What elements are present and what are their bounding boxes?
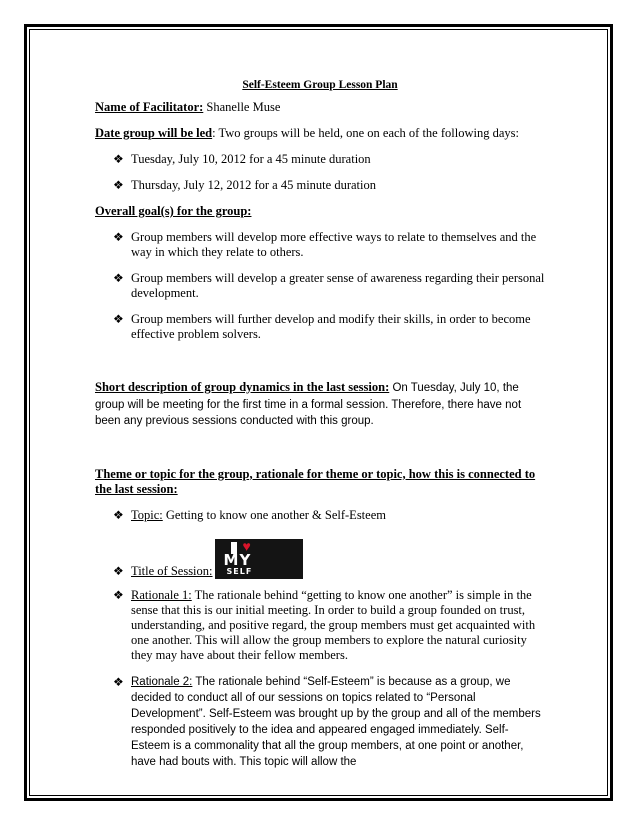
- list-item: [95, 539, 545, 579]
- rationale2-label: Rationale 2:: [131, 675, 193, 688]
- theme-list: [95, 508, 545, 770]
- dynamics-text: On Tuesday, July 10, the group will be meeting for the first time in a formal session. Therefore, there have not been any previous sessions conducted with this group.: [95, 382, 522, 427]
- list-item: [95, 588, 545, 663]
- date-text: : Two groups will be held, one on each of the following days:: [212, 126, 519, 140]
- spacer: [95, 353, 545, 379]
- date-line: [95, 126, 545, 141]
- diamond-bullet-icon: ❖: [113, 178, 124, 192]
- diamond-bullet-icon: ❖: [113, 271, 124, 285]
- rationale1-text: The rationale behind “getting to know one another” is simple in the sense that this is our initial meeting. In order to build a group founded on trust, understanding, and positive regard, the group members must get acquainted with one another. This will allow the group members to explore the natural curiosity they may have about their fellow members.: [131, 587, 536, 662]
- diamond-bullet-icon: ❖: [113, 674, 124, 689]
- session-title-label: Title of Session:: [131, 563, 213, 578]
- topic-text: Getting to know one another & Self-Esteem: [162, 507, 386, 522]
- list-item: ❖ Group members will further develop and modify their skills, in order to become effective problem solvers.: [113, 312, 531, 341]
- theme-heading: Theme or topic for the group, rationale for theme or topic, how this is connected to the last session:: [95, 466, 536, 496]
- diamond-bullet-icon: ❖: [113, 507, 124, 522]
- date-list: [95, 152, 545, 193]
- dynamics-label: Short description of group dynamics in the last session:: [95, 380, 390, 394]
- list-item: [95, 674, 545, 770]
- list-item: ❖ Tuesday, July 10, 2012 for a 45 minute duration: [113, 152, 371, 166]
- rationale1-label: Rationale 1:: [131, 587, 192, 602]
- facilitator-value: Shanelle Muse: [206, 100, 281, 114]
- list-item: ❖ Thursday, July 12, 2012 for a 45 minute duration: [113, 178, 376, 192]
- diamond-bullet-icon: ❖: [113, 152, 124, 166]
- date-label: Date group will be led: [95, 126, 213, 140]
- diamond-bullet-icon: ❖: [113, 312, 124, 326]
- topic-label: Topic:: [131, 507, 163, 522]
- facilitator-line: [95, 100, 545, 115]
- dynamics-paragraph: [95, 379, 545, 430]
- list-item: ❖ Group members will develop more effective ways to relate to themselves and the way in which they relate to others.: [113, 230, 537, 259]
- diamond-bullet-icon: ❖: [113, 230, 124, 244]
- diamond-bullet-icon: ❖: [113, 587, 124, 602]
- goals-list: [95, 230, 545, 342]
- i-love-myself-logo-icon: ♥ MY SELF: [215, 539, 303, 579]
- goals-heading: Overall goal(s) for the group:: [95, 204, 252, 218]
- rationale2-text: The rationale behind “Self-Esteem” is because as a group, we decided to conduct all of our sessions on topics related to “Personal Development”. Self-Esteem was brought up by the group and all of the members responded positively to the idea and appeared engaged immediately. Self-Esteem is a commonality that all the group members, at one point or another, have had bouts with. This topic will allow the: [131, 675, 541, 768]
- list-item: ❖ Group members will develop a greater sense of awareness regarding their personal development.: [113, 271, 545, 300]
- list-item: [95, 508, 545, 523]
- document-title: Self-Esteem Group Lesson Plan: [242, 79, 398, 91]
- diamond-bullet-icon: ❖: [113, 563, 124, 578]
- facilitator-label: Name of Facilitator:: [95, 100, 204, 114]
- document-body: [95, 79, 545, 781]
- spacer: [95, 441, 545, 467]
